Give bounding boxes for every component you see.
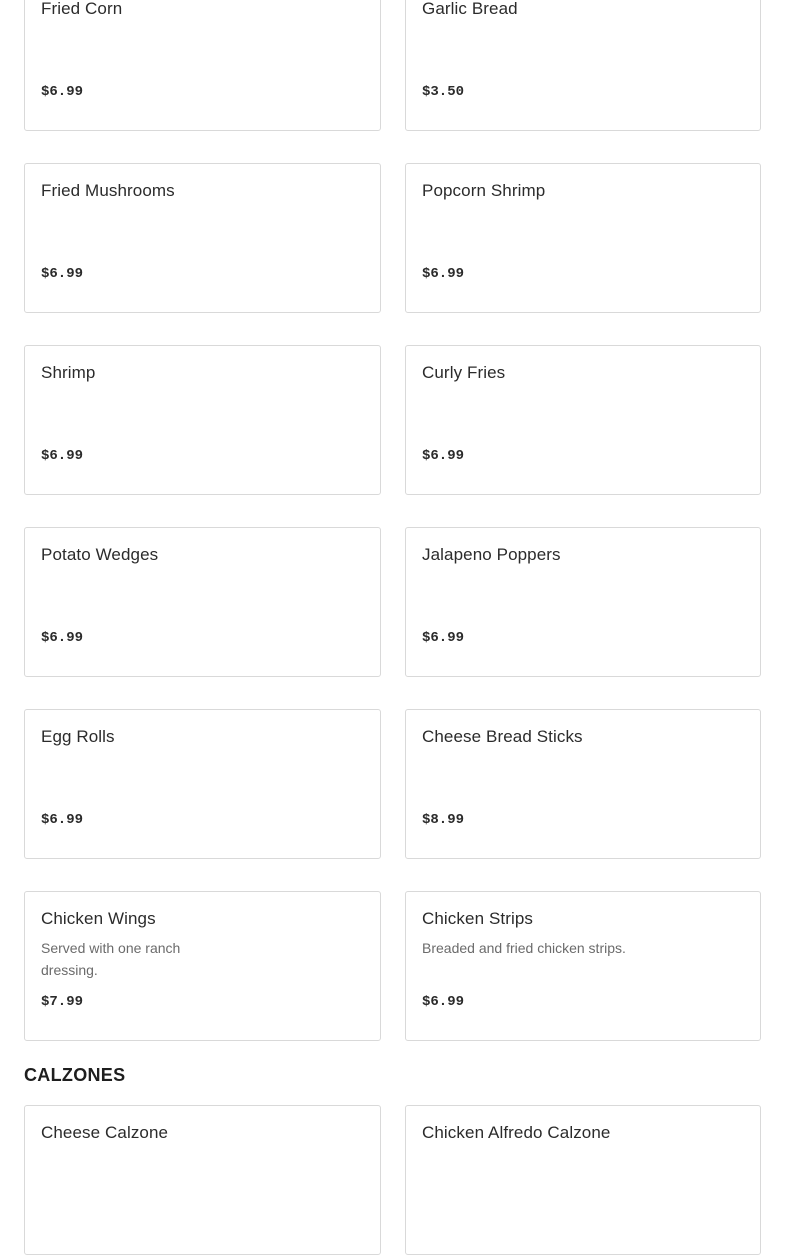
menu-item-cheese-calzone[interactable] [24,1105,381,1255]
item-name: Cheese Calzone [41,1123,169,1142]
item-price: $6.99 [41,84,84,100]
menu-item-curly-fries[interactable] [405,345,761,495]
item-name: Potato Wedges [41,545,159,564]
item-price: $6.99 [422,630,465,646]
section-title-calzones: CALZONES [24,1065,126,1085]
item-price: $6.99 [422,448,465,464]
item-description: Breaded and fried chicken strips. [422,940,626,956]
menu-item-jalapeno-poppers[interactable] [405,527,761,677]
item-price: $6.99 [41,266,84,282]
item-price: $6.99 [41,448,84,464]
item-name: Chicken Wings [41,909,156,928]
menu-item-fried-mushrooms[interactable] [24,163,381,313]
item-name: Jalapeno Poppers [422,545,561,564]
menu-item-chicken-strips[interactable] [405,891,761,1041]
item-name: Chicken Alfredo Calzone [422,1123,611,1142]
item-price: $7.99 [41,994,84,1010]
item-description: Served with one ranch dressing. [41,940,181,978]
menu-item-chicken-wings[interactable] [24,891,381,1041]
item-price: $3.50 [422,84,465,100]
item-name: Cheese Bread Sticks [422,727,583,746]
item-price: $6.99 [41,812,84,828]
item-name: Egg Rolls [41,727,115,746]
menu-item-shrimp[interactable] [24,345,381,495]
item-name: Shrimp [41,363,96,382]
item-name: Popcorn Shrimp [422,181,546,200]
item-name: Fried Corn [41,0,123,18]
menu-item-chicken-alfredo-calzone[interactable] [405,1105,761,1255]
item-name: Curly Fries [422,363,506,382]
menu-item-popcorn-shrimp[interactable] [405,163,761,313]
menu-item-egg-rolls[interactable] [24,709,381,859]
item-name: Garlic Bread [422,0,518,18]
menu-item-fried-corn[interactable] [24,0,381,131]
menu-item-potato-wedges[interactable] [24,527,381,677]
menu-item-cheese-bread-sticks[interactable] [405,709,761,859]
item-name: Fried Mushrooms [41,181,175,200]
item-price: $8.99 [422,812,465,828]
item-price: $6.99 [422,266,465,282]
item-name: Chicken Strips [422,909,533,928]
menu-item-garlic-bread[interactable] [405,0,761,131]
item-price: $6.99 [422,994,465,1010]
item-price: $6.99 [41,630,84,646]
